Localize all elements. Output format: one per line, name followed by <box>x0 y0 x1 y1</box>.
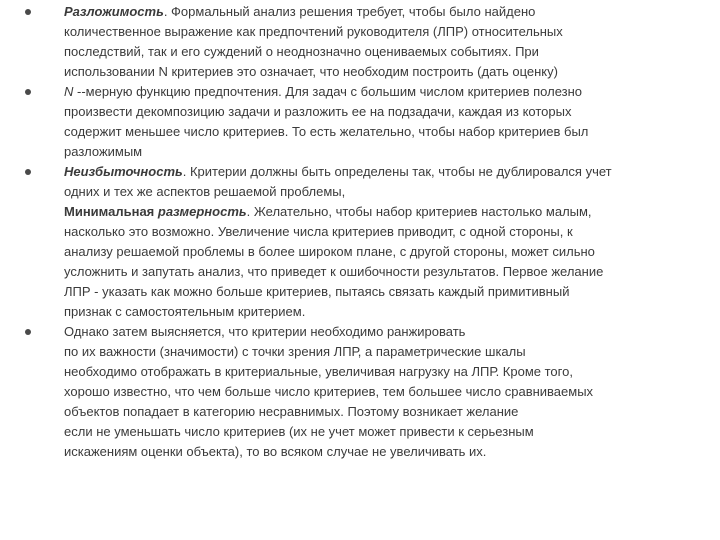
term-n: N <box>64 84 74 99</box>
text-line: усложнить и запутать анализ, что приведет к ошибочности результатов. Первое желание <box>64 264 604 279</box>
text-line <box>64 202 710 222</box>
text-line: разложимым <box>64 144 143 159</box>
text-line: по их важности (значимости) с точки зрения ЛПР, а параметрические шкалы <box>64 344 526 359</box>
text-line: ЛПР - указать как можно больше критериев, пытаясь связать каждый примитивный <box>64 284 570 299</box>
text-line: содержит меньшее число критериев. То есть желательно, чтобы набор критериев был <box>64 124 589 139</box>
term-decomposability: Разложимость <box>64 4 164 19</box>
text-line: анализу решаемой проблемы в более широком плане, с другой стороны, может сильно <box>64 244 595 259</box>
bullet-dot-icon <box>25 89 31 95</box>
term-non-redundancy: Неизбыточность <box>64 164 183 179</box>
text-line: если не уменьшать число критериев (их не учет может привести к серьезным <box>64 424 534 439</box>
line-text: . Формальный анализ решения требует, чтобы было найдено <box>163 4 536 19</box>
line-text: . Критерии должны быть определены так, чтобы не дублировался учет <box>182 164 612 179</box>
bullet-item-decomposability <box>20 2 710 82</box>
line-text: --мерную функцию предпочтения. Для задач с большим числом критериев полезно <box>73 84 583 99</box>
text-line: объектов попадает в категорию несравнимых. Поэтому возникает желание <box>64 404 519 419</box>
text-line: последствий, так и его суждений о неоднозначно оцениваемых событиях. При <box>64 44 539 59</box>
text-line: насколько это возможно. Увеличение числа критериев приводит, с одной стороны, к <box>64 224 573 239</box>
text-line: признак с самостоятельным критерием. <box>64 304 306 319</box>
text-line: необходимо отображать в критериальные, увеличивая нагрузку на ЛПР. Кроме того, <box>64 364 573 379</box>
text-line: искажениям оценки объекта), то во всяком случае не увеличивать их. <box>64 444 487 459</box>
bullet-dot-icon <box>25 329 31 335</box>
text-line: хорошо известно, что чем больше число критериев, тем большее число сравниваемых <box>64 384 594 399</box>
bullet-item-ranking <box>20 322 710 462</box>
text-line: Однако затем выясняется, что критерии необходимо ранжировать <box>64 324 466 339</box>
text-line <box>64 82 710 102</box>
bullet-item-n-dimensional <box>20 82 710 162</box>
bullet-dot-icon <box>25 9 31 15</box>
text-line <box>64 2 710 22</box>
text-line <box>64 162 710 182</box>
bullet-list <box>20 0 710 462</box>
text-line: количественное выражение как предпочтений руководителя (ЛПР) относительных <box>64 24 563 39</box>
term-dimension: размерность <box>157 204 247 219</box>
lead-minimal: Минимальная <box>64 204 158 219</box>
bullet-dot-icon <box>25 169 31 175</box>
line-text: . Желательно, чтобы набор критериев настолько малым, <box>246 204 592 219</box>
text-line: одних и тех же аспектов решаемой проблемы, <box>64 184 346 199</box>
text-line: произвести декомпозицию задачи и разложить ее на подзадачи, каждая из которых <box>64 104 572 119</box>
bullet-item-non-redundancy <box>20 162 710 322</box>
text-line: использовании N критериев это означает, что необходим построить (дать оценку) <box>64 64 558 79</box>
